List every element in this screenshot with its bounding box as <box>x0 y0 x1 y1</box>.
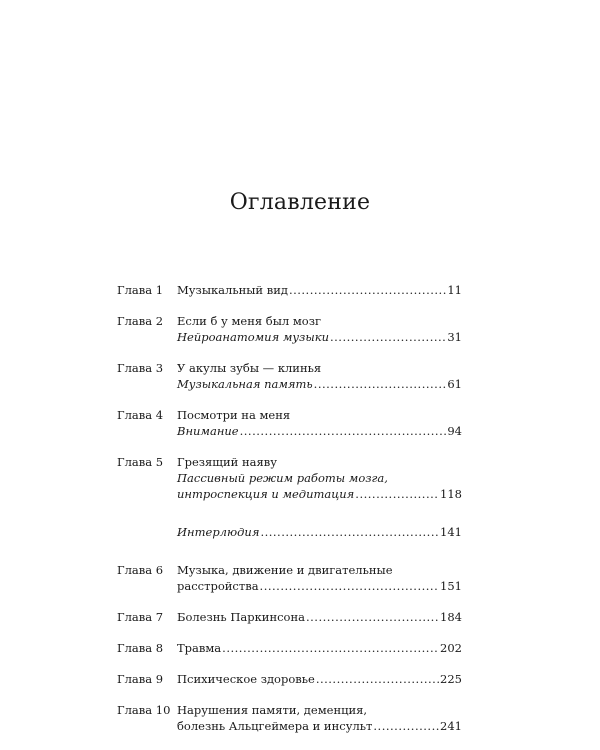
page-number: 61 <box>447 377 462 391</box>
page-number: 241 <box>440 719 462 733</box>
table-of-contents <box>117 282 462 749</box>
chapter-subtitle: Нейроанатомия музыки <box>177 330 329 344</box>
toc-entry-2 <box>117 313 462 345</box>
chapter-title: Нарушения памяти, деменция, <box>177 703 368 717</box>
chapter-title: Травма <box>177 641 222 655</box>
dot-leader <box>260 578 440 594</box>
toc-entry-8 <box>117 640 462 656</box>
page-number: 184 <box>440 610 462 624</box>
dot-leader <box>240 423 447 439</box>
chapter-title: Музыка, движение и двигательные <box>177 563 393 577</box>
page-number: 151 <box>440 579 462 593</box>
chapter-title: Болезнь Паркинсона <box>177 610 305 624</box>
chapter-title-cont: расстройства <box>177 579 259 593</box>
toc-entry-interlude <box>117 524 462 540</box>
chapter-label: Глава 1 <box>117 283 164 297</box>
chapter-title: Грезящий наяву <box>177 455 278 469</box>
chapter-subtitle: Пассивный режим работы мозга, <box>177 471 388 485</box>
chapter-label: Глава 10 <box>117 703 171 717</box>
page-number: 141 <box>440 525 462 539</box>
chapter-title: Посмотри на меня <box>177 408 291 422</box>
interlude-title: Интерлюдия <box>177 525 260 539</box>
chapter-label: Глава 5 <box>117 455 164 469</box>
page-number: 225 <box>440 672 462 686</box>
dot-leader <box>314 376 447 392</box>
dot-leader <box>373 718 439 734</box>
dot-leader <box>306 609 439 625</box>
toc-entry-4 <box>117 407 462 439</box>
dot-leader <box>330 329 446 345</box>
chapter-label: Глава 9 <box>117 672 164 686</box>
page-number: 11 <box>447 283 462 297</box>
page-number: 94 <box>447 424 462 438</box>
chapter-label: Глава 3 <box>117 361 164 375</box>
chapter-label: Глава 4 <box>117 408 164 422</box>
dot-leader <box>260 524 439 540</box>
page-title: Оглавление <box>229 190 371 215</box>
dot-leader <box>355 486 439 502</box>
chapter-title-cont: болезнь Альцгеймера и инсульт <box>177 719 373 733</box>
toc-entry-7 <box>117 609 462 625</box>
chapter-title: У акулы зубы — клинья <box>177 361 322 375</box>
chapter-label: Глава 6 <box>117 563 164 577</box>
dot-leader <box>222 640 439 656</box>
dot-leader <box>316 671 439 687</box>
chapter-subtitle: Музыкальная память <box>177 377 313 391</box>
toc-entry-3 <box>117 360 462 392</box>
page-number: 31 <box>447 330 462 344</box>
chapter-subtitle-cont: интроспекция и медитация <box>177 487 355 501</box>
chapter-title: Если б у меня был мозг <box>177 314 321 328</box>
page-number: 118 <box>440 487 462 501</box>
toc-entry-6 <box>117 562 462 594</box>
page-number: 202 <box>440 641 462 655</box>
chapter-title: Психическое здоровье <box>177 672 315 686</box>
toc-entry-9 <box>117 671 462 687</box>
chapter-title: Музыкальный вид <box>177 283 288 297</box>
toc-entry-10 <box>117 702 462 734</box>
chapter-label: Глава 7 <box>117 610 164 624</box>
chapter-subtitle: Внимание <box>177 424 239 438</box>
dot-leader <box>289 282 446 298</box>
toc-entry-5 <box>117 454 462 502</box>
chapter-label: Глава 8 <box>117 641 164 655</box>
chapter-label: Глава 2 <box>117 314 164 328</box>
toc-entry-1 <box>117 282 462 298</box>
